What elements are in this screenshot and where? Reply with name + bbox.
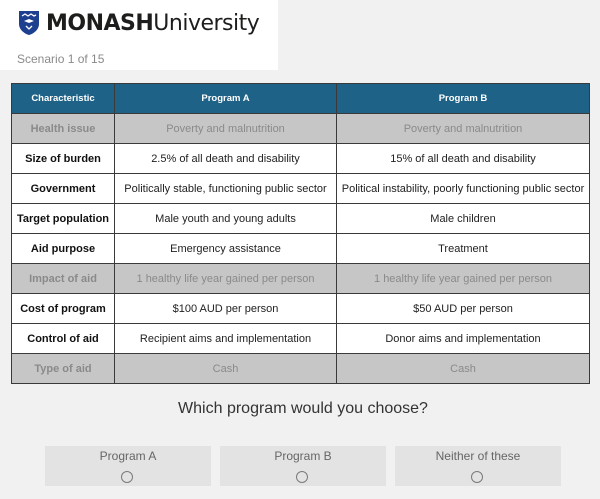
program-b-cell: Treatment (337, 234, 590, 264)
table-row (12, 354, 590, 384)
table-row (12, 294, 590, 324)
monash-crest-icon (18, 10, 40, 36)
characteristic-cell: Control of aid (12, 324, 115, 354)
program-b-cell: Cash (337, 354, 590, 384)
option-program-b[interactable] (220, 446, 386, 486)
program-a-cell: $100 AUD per person (115, 294, 337, 324)
radio-icon[interactable] (121, 471, 133, 483)
table-row (12, 264, 590, 294)
option-label: Neither of these (435, 449, 521, 463)
brand-name: MONASHUniversity (46, 10, 260, 36)
table-row (12, 144, 590, 174)
table-header-row (12, 84, 590, 114)
program-b-cell: 15% of all death and disability (337, 144, 590, 174)
program-b-cell: Political instability, poorly functioning public sector (337, 174, 590, 204)
program-a-cell: 2.5% of all death and disability (115, 144, 337, 174)
program-a-cell: Cash (115, 354, 337, 384)
column-header-program-a: Program A (115, 84, 337, 114)
table-row (12, 114, 590, 144)
program-b-cell: Male children (337, 204, 590, 234)
radio-icon[interactable] (471, 471, 483, 483)
program-a-cell: Recipient aims and implementation (115, 324, 337, 354)
option-program-a[interactable] (45, 446, 211, 486)
characteristic-cell: Aid purpose (12, 234, 115, 264)
comparison-table (11, 83, 589, 379)
program-a-cell: 1 healthy life year gained per person (115, 264, 337, 294)
characteristic-cell: Government (12, 174, 115, 204)
column-header-characteristic: Characteristic (12, 84, 115, 114)
characteristic-cell: Cost of program (12, 294, 115, 324)
monash-logo (18, 9, 259, 37)
characteristic-cell: Target population (12, 204, 115, 234)
question-text: Which program would you choose? (178, 400, 428, 417)
program-b-cell: $50 AUD per person (337, 294, 590, 324)
scenario-counter: Scenario 1 of 15 (17, 52, 105, 66)
column-header-program-b: Program B (337, 84, 590, 114)
table-row (12, 174, 590, 204)
characteristic-cell: Health issue (12, 114, 115, 144)
program-a-cell: Politically stable, functioning public sector (115, 174, 337, 204)
choice-question (33, 394, 573, 499)
program-b-cell: Donor aims and implementation (337, 324, 590, 354)
characteristic-cell: Impact of aid (12, 264, 115, 294)
characteristic-cell: Size of burden (12, 144, 115, 174)
option-label: Program B (274, 449, 332, 463)
table-row (12, 204, 590, 234)
option-neither[interactable] (395, 446, 561, 486)
program-a-cell: Male youth and young adults (115, 204, 337, 234)
characteristic-cell: Type of aid (12, 354, 115, 384)
program-b-cell: 1 healthy life year gained per person (337, 264, 590, 294)
program-b-cell: Poverty and malnutrition (337, 114, 590, 144)
table-row (12, 324, 590, 354)
header-panel (0, 0, 278, 70)
program-a-cell: Emergency assistance (115, 234, 337, 264)
radio-icon[interactable] (296, 471, 308, 483)
table-row (12, 234, 590, 264)
program-a-cell: Poverty and malnutrition (115, 114, 337, 144)
option-label: Program A (99, 449, 157, 463)
